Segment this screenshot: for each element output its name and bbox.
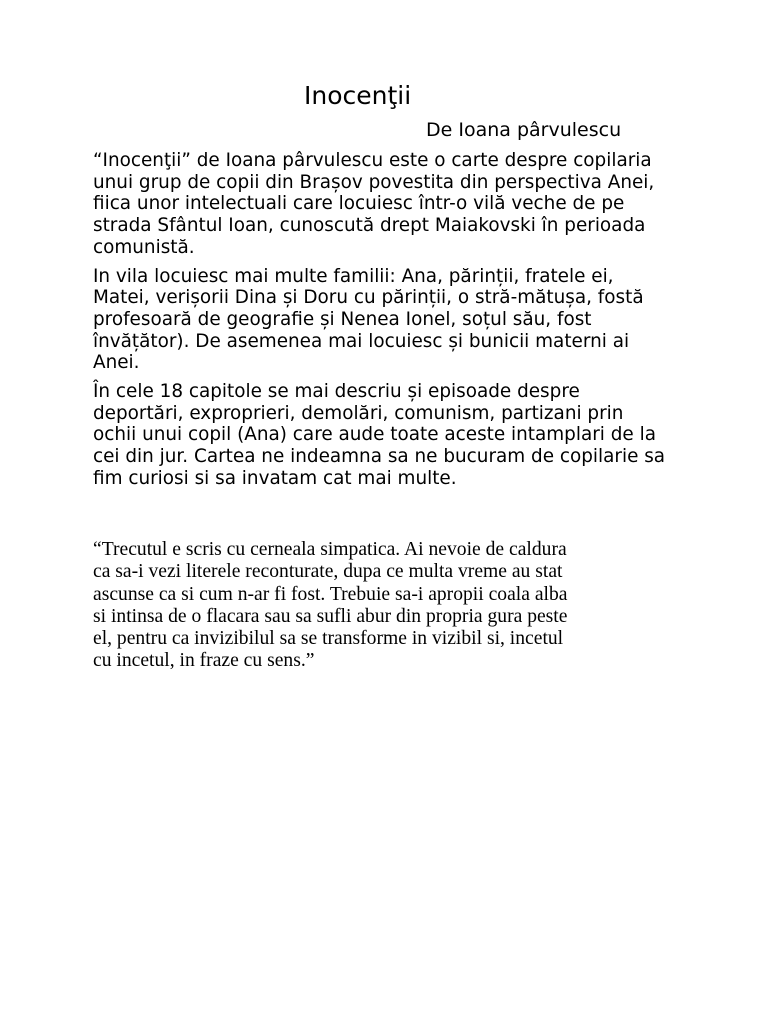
quote-line: si intinsa de o flacara sau sa sufli abur din propria gura peste — [93, 605, 568, 627]
document-author: De Ioana pârvulescu — [426, 119, 622, 141]
paragraph-line: deportări, exproprieri, demolări, comunism, partizani prin — [93, 402, 624, 424]
book-quote — [93, 539, 693, 673]
quote-line: cu incetul, in fraze cu sens.” — [93, 650, 315, 672]
paragraph-line: cei din jur. Cartea ne indeamna sa ne bucuram de copilarie sa — [93, 446, 666, 468]
paragraph-line: In vila locuiesc mai multe familii: Ana, părinții, fratele ei, — [93, 265, 614, 287]
paragraph-line: profesoară de geografie și Nenea Ionel, soțul său, fost — [93, 308, 592, 330]
paragraph-line: ochii unui copil (Ana) care aude toate aceste intamplari de la — [93, 424, 656, 446]
paragraph-2 — [93, 266, 693, 375]
quote-line: ascunse ca si cum n-ar fi fost. Trebuie sa-i apropii coala alba — [93, 583, 568, 605]
paragraph-line: “Inocenţii” de Ioana pârvulescu este o carte despre copilaria — [93, 150, 652, 171]
paragraph-line: fim curiosi si sa invatam cat mai multe. — [93, 467, 457, 489]
document-title: Inocenţii — [304, 81, 412, 110]
paragraph-line: strada Sfântul Ioan, cunoscută drept Maiakovski în perioada — [93, 215, 646, 237]
paragraph-line: unui grup de copii din Brașov povestita din perspectiva Anei, — [93, 171, 655, 193]
paragraph-line: Anei. — [93, 352, 140, 374]
quote-line: el, pentru ca invizibilul sa se transforme in vizibil si, incetul — [93, 628, 564, 650]
paragraph-3 — [93, 381, 693, 490]
paragraph-line: învățător). De asemenea mai locuiesc și bunicii materni ai — [93, 330, 630, 352]
paragraph-line: fiica unor intelectuali care locuiesc într-o vilă veche de pe — [93, 193, 625, 215]
paragraph-line: În cele 18 capitole se mai descriu și episoade despre — [93, 381, 580, 403]
paragraph-1 — [93, 150, 693, 259]
body-text — [93, 150, 693, 497]
quote-line: ca sa-i vezi literele reconturate, dupa ce multa vreme au stat — [93, 561, 563, 583]
paragraph-line: Matei, verișorii Dina și Doru cu părinții, o stră-mătușa, fostă — [93, 287, 644, 309]
paragraph-line: comunistă. — [93, 236, 195, 258]
quote-line: “Trecutul e scris cu cerneala simpatica. Ai nevoie de caldura — [93, 539, 567, 560]
